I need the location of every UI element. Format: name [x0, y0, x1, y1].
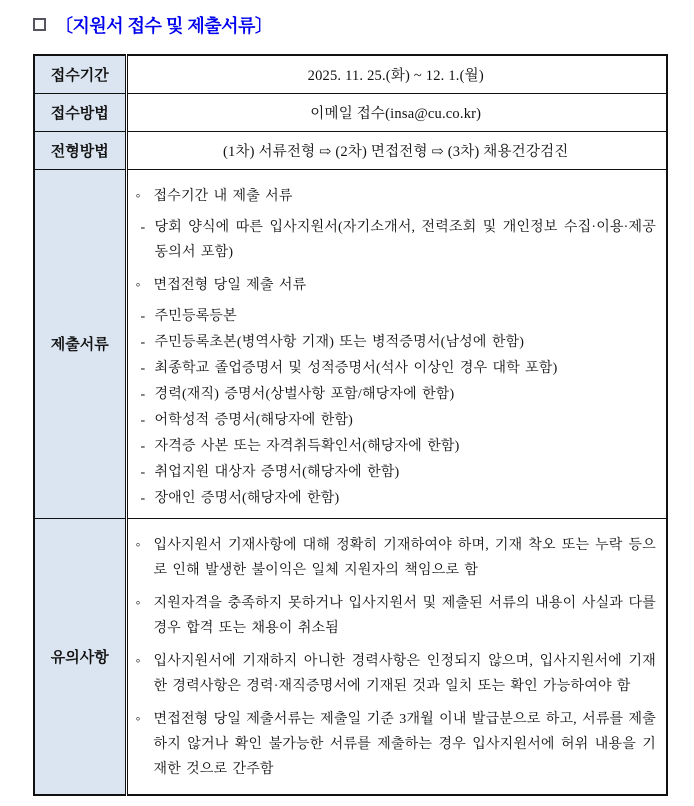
list-item: [136, 273, 657, 298]
table-row: [34, 93, 667, 131]
cell-text: (1차) 서류전형 ⇨ (2차) 면접전형 ⇨ (3차) 채용건강검진: [222, 143, 569, 160]
list-item: [136, 304, 657, 329]
document-title: [33, 12, 668, 38]
list-item-text: 자격증 사본 또는 자격취득확인서(해당자에 한함): [154, 438, 460, 454]
row-header: 전형방법: [34, 131, 126, 169]
list-item: [136, 707, 657, 782]
list-item: [136, 486, 657, 511]
list-item-text: 경력(재직) 증명서(상벌사항 포함/해당자에 한함): [154, 386, 455, 402]
dash-bullet-icon: -: [140, 360, 146, 376]
list-item: [136, 591, 657, 641]
row-content: [126, 518, 667, 795]
row-content: [126, 93, 667, 131]
dash-bullet-icon: -: [140, 412, 146, 428]
list-item: [136, 184, 657, 209]
circle-bullet-icon: ◦: [135, 537, 141, 553]
dash-bullet-icon: -: [140, 464, 146, 480]
list-item-text: 면접전형 당일 제출서류는 제출일 기준 3개월 이내 발급분으로 하고, 서류를 제출하지 않거나 확인 불가능한 서류를 제출하는 경우 입사지원서에 허위 내용을 기재한 것으로 간주함: [153, 711, 656, 777]
list-item-text: 지원자격을 충족하지 못하거나 입사지원서 및 제출된 서류의 내용이 사실과 다를 경우 합격 또는 채용이 취소됨: [153, 595, 656, 636]
list-item-text: 접수기간 내 제출 서류: [153, 188, 293, 204]
table-row: [34, 169, 667, 518]
list-item-text: 주민등록등본: [154, 308, 237, 324]
list-item: [136, 382, 657, 407]
circle-bullet-icon: ◦: [135, 653, 141, 669]
row-header: 접수방법: [34, 93, 126, 131]
dash-bullet-icon: -: [140, 334, 146, 350]
application-info-table: [33, 54, 668, 796]
list-item-text: 주민등록초본(병역사항 기재) 또는 병적증명서(남성에 한함): [154, 334, 525, 350]
list-item-text: 장애인 증명서(해당자에 한함): [154, 490, 340, 506]
list-item: [136, 533, 657, 583]
row-header: 제출서류: [34, 169, 126, 518]
cell-text: 이메일 접수(insa@cu.co.kr): [310, 105, 482, 122]
list-item-text: 면접전형 당일 제출 서류: [153, 277, 307, 293]
cell-text: 2025. 11. 25.(화) ~ 12. 1.(월): [307, 67, 484, 84]
list-item: [136, 356, 657, 381]
table-row: [34, 131, 667, 169]
document-title-text: 〔지원서 접수 및 제출서류〕: [55, 16, 273, 36]
dash-bullet-icon: -: [140, 308, 146, 324]
dash-bullet-icon: -: [140, 438, 146, 454]
checkbox-square-icon: [33, 18, 46, 31]
list-item-text: 취업지원 대상자 증명서(해당자에 한함): [154, 464, 400, 480]
list-item-text: 어학성적 증명서(해당자에 한함): [154, 412, 354, 428]
list-item-text: 최종학교 졸업증명서 및 성적증명서(석사 이상인 경우 대학 포함): [154, 360, 558, 376]
dash-bullet-icon: -: [140, 386, 146, 402]
dash-bullet-icon: -: [140, 219, 146, 235]
table-row: [34, 55, 667, 93]
list-item-text: 입사지원서 기재사항에 대해 정확히 기재하여야 하며, 기재 착오 또는 누락 등으로 인해 발생한 불이익은 일체 지원자의 책임으로 함: [153, 537, 656, 578]
row-header: 접수기간: [34, 55, 126, 93]
dash-bullet-icon: -: [140, 490, 146, 506]
list-item: [136, 215, 657, 265]
list-item: [136, 330, 657, 355]
table-row: [34, 518, 667, 795]
row-content: [126, 55, 667, 93]
row-content: [126, 131, 667, 169]
list-item: [136, 434, 657, 459]
list-item-text: 당회 양식에 따른 입사지원서(자기소개서, 전력조회 및 개인정보 수집·이용·제공 동의서 포함): [154, 219, 656, 260]
circle-bullet-icon: ◦: [135, 711, 141, 727]
list-item: [136, 408, 657, 433]
list-item: [136, 649, 657, 699]
row-content: [126, 169, 667, 518]
circle-bullet-icon: ◦: [135, 277, 141, 293]
circle-bullet-icon: ◦: [135, 595, 141, 611]
list-item: [136, 460, 657, 485]
row-header: 유의사항: [34, 518, 126, 795]
list-item-text: 입사지원서에 기재하지 아니한 경력사항은 인정되지 않으며, 입사지원서에 기재한 경력사항은 경력·재직증명서에 기재된 것과 일치 또는 확인 가능하여야 함: [153, 653, 656, 694]
circle-bullet-icon: ◦: [135, 188, 141, 204]
